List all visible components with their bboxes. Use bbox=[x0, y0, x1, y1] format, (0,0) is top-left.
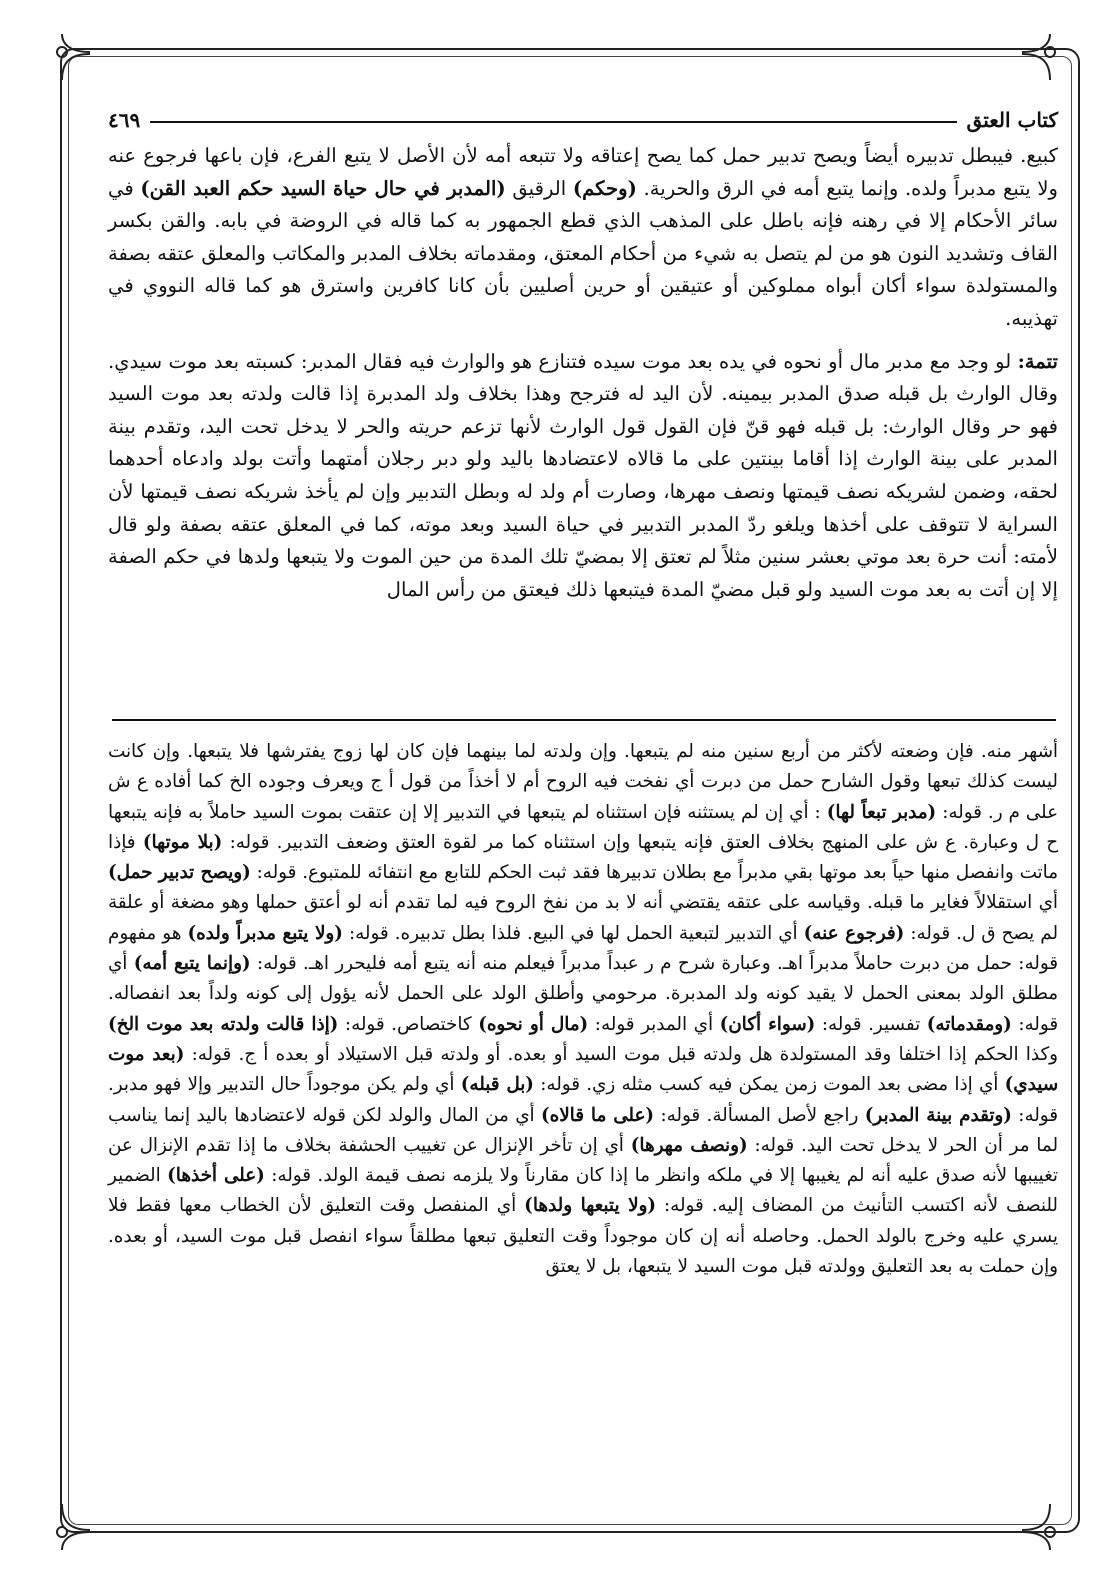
corner-ornament-icon bbox=[1018, 1500, 1072, 1554]
footnote-separator bbox=[112, 719, 1056, 721]
corner-ornament-icon bbox=[1018, 30, 1072, 84]
corner-ornament-icon bbox=[40, 30, 94, 84]
main-text bbox=[108, 140, 1058, 616]
main-paragraph: كبيع. فيبطل تدبيره أيضاً ويصح تدبير حمل كما يصح إعتاقه ولا تتبعه أمه لأن الأصل لا يتبع الفرع، فإن باعها فرجوع عنه ولا يتبع مدبراً ولده. وإنما يتبع أمه في الرق والحرية. (وحكم) الرقيق (المدبر في حال حياة السيد حكم العبد القن) في سائر الأحكام إلا في رهنه فإنه باطل على المذهب الذي قطع الجمهور به كما قاله في الروضة في بابه. والقن بكسر القاف وتشديد النون هو من لم يتصل به شيء من أحكام المعتق، ومقدماته بخلاف المدبر والمكاتب والمعلق عتقه بصفة والمستولدة سواء أكان أبواه مملوكين أو عتيقين أو حرين أصليين بأن كانا كافرين واسترق هو كما قاله النووي في تهذيبه. bbox=[108, 144, 1058, 330]
book-title: كتاب العتق bbox=[966, 108, 1058, 132]
commentary-text bbox=[108, 737, 1058, 1282]
header-rule bbox=[150, 121, 956, 123]
running-header bbox=[108, 96, 1058, 132]
page-number: ٤٦٩ bbox=[108, 108, 141, 132]
corner-ornament-icon bbox=[40, 1500, 94, 1554]
commentary-paragraph: أشهر منه. فإن وضعته لأكثر من أربع سنين منه لم يتبعها. وإن ولدته لما بينهما فإن كان لها زوج يفترشها فلا يتبعها. وإن كانت ليست كذلك تبعها وقول الشارح حمل من دبرت أي نفخت فيه الروح أم لا أخذاً من قول أ ج ويعرف وجوده الخ كما أفاده ع ش على م ر. قوله: (مدبر تبعاً لها) : أي إن لم يستثنه فإن استثناه لم يتبعها في التدبير إلا إن عتقت بموت السيد حاملاً به فإنه يتبعها ح ل وعبارة. ع ش على المنهج بخلاف العتق فإنه يتبعها وإن استثناه كما مر لقوة العتق وضعف التدبير. قوله: (بلا موتها) فإذا ماتت وانفصل منها حياً بعد موتها بقي مدبراً مع بطلان تدبيرها فقد ثبت الحكم للتابع مع انتفائه للمتبوع. قوله: (ويصح تدبير حمل) أي استقلالاً فغاير ما قبله. وقياسه على عتقه يقتضي أنه لا بد من نفخ الروح فيه لما تقدم أنه لو أعتق حملها وهو مضغة أو علقة لم يصح ق ل. قوله: (فرجوع عنه) أي التدبير لتبعية الحمل لها في البيع. فلذا بطل تدبيره. قوله: (ولا يتبع مدبراً ولده) هو مفهوم قوله: حمل من دبرت حاملاً مدبراً اهـ. وعبارة شرح م ر عبداً مدبراً فيعلم منه أنه يتبع أمه فليحرر اهـ. قوله: (وإنما يتبع أمه) أي مطلق الولد بمعنى الحمل لا يقيد كونه ولد المدبرة. مرحومي وأطلق الولد على الحمل لأنه يؤول إلى كونه ولداً بعد انفصاله. قوله: (ومقدماته) تفسير. قوله: (سواء أكان) أي المدبر قوله: (مال أو نحوه) كاختصاص. قوله: (إذا قالت ولدته بعد موت الخ) وكذا الحكم إذا اختلفا وقد المستولدة هل ولدته قبل موت السيد أو بعده. أو ولدته قبل الاستيلاد أو بعده أ ج. قوله: (بعد موت سيدي) أي إذا مضى بعد الموت زمن يمكن فيه كسب مثله زي. قوله: (بل قبله) أي ولم يكن موجوداً حال التدبير وإلا فهو مدبر. قوله: (وتقدم بينة المدبر) راجع لأصل المسألة. قوله: (على ما قالاه) أي من المال والولد لكن قوله لاعتضادها باليد إنما يناسب لما مر أن الحر لا يدخل تحت اليد. قوله: (ونصف مهرها) أي إن تأخر الإنزال عن تغييب الحشفة بخلاف ما إذا تقدم الإنزال عن تغييبها لأنه صدق عليه أنه لم يغيبها إلا في ملكه وانظر ما إذا كان مقارناً ولا يلزمه نصف قيمة الولد. قوله: (على أخذها) الضمير للنصف لأنه اكتسب التأنيث من المضاف إليه. قوله: (ولا يتبعها ولدها) أي المنفصل وقت التعليق لأن الخطاب معها فقط فلا يسري عليه وخرج بالولد الحمل. وحاصله أنه إن كان موجوداً وقت التعليق تبعها مطلقاً سواء انفصل قبل موت السيد، أو بعده. وإن حملت به بعد التعليق وولدته قبل موت السيد لا يتبعها، بل لا يعتق bbox=[108, 741, 1059, 1278]
tatimma-label: تتمة: bbox=[1017, 349, 1058, 373]
main-paragraph-tatimma: تتمة: لو وجد مع مدبر مال أو نحوه في يده بعد موت سيده فتنازع هو والوارث فيه فقال المدبر: كسبته بعد موت سيدي. وقال الوارث بل قبله صدق المدبر بيمينه. لأن اليد له فترجح وهذا بخلاف ولد المدبرة إذا قالت ولدته بعد موت السيد فهو حر وقال الوارث: بل قبله فهو قنّ فإن القول قول الوارث لأنها تزعم حريته والحر لا يدخل تحت اليد، وتقدم بينة المدبر على بينة الوارث إذا أقاما بينتين على ما قالاه لاعتضادها باليد ولو دبر رجلان أمتهما وأتت بولد وادعاه أحدهما لحقه، وضمن لشريكه نصف قيمتها ونصف مهرها، وصارت أم ولد له وبطل التدبير وإن لم يأخذ شريكه نصف قيمتها لأن السراية لا تتوقف على أخذها ويلغو ردّ المدبر التدبير في حياة السيد وبعد موته، كما في المعلق عتقه بصفة ولو قال لأمته: أنت حرة بعد موتي بعشر سنين مثلاً لم تعتق إلا بمضيّ تلك المدة من حين الموت ولا يتبعها ولدها في حكم الصفة إلا إن أتت به بعد موت السيد ولو قبل مضيّ المدة فيتبعها ذلك فيعتق من رأس المال bbox=[108, 349, 1058, 601]
